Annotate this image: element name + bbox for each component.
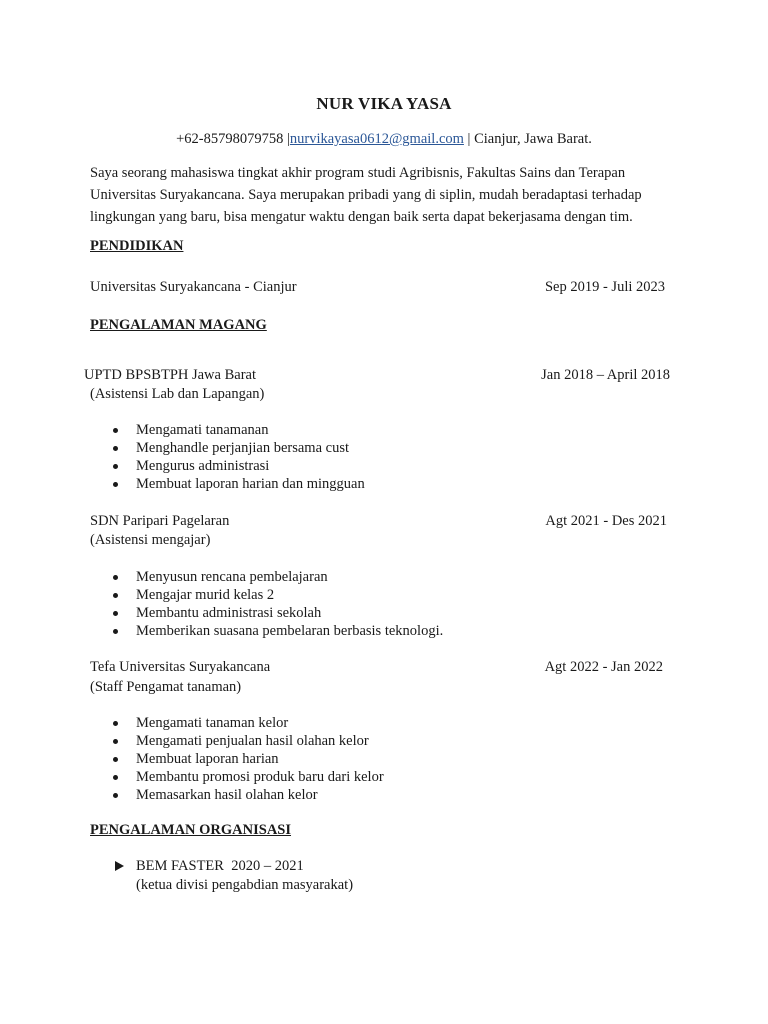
internship-role: (Asistensi mengajar) [90,532,211,548]
organization-heading: PENGALAMAN ORGANISASI [90,822,292,838]
task-list [108,714,384,804]
list-item: Membuat laporan harian dan mingguan [108,475,365,493]
phone-number: +62-85798079758 [176,131,284,147]
email-link[interactable]: nurvikayasa0612@gmail.com [289,131,464,147]
internship-heading: PENGALAMAN MAGANG [90,317,267,333]
list-item: Membantu promosi produk baru dari kelor [108,768,384,786]
education-school: Universitas Suryakancana - Cianjur [90,279,297,295]
list-item: Membuat laporan harian [108,750,384,768]
bullet-icon [113,775,118,780]
organization-entry [115,857,353,895]
bullet-icon [113,446,118,451]
education-row [90,279,668,296]
list-item: Memasarkan hasil olahan kelor [108,786,384,804]
contact-line [0,131,768,148]
task-list [108,568,443,640]
internship-entry-header [90,513,667,530]
internship-role: (Asistensi Lab dan Lapangan) [90,386,265,402]
internship-entry-header [84,367,670,384]
list-item: Mengajar murid kelas 2 [108,586,443,604]
bullet-icon [113,428,118,433]
bullet-icon [113,611,118,616]
arrow-bullet-icon [115,861,124,871]
cv-name: NUR VIKA YASA [316,94,452,113]
education-period: Sep 2019 - Juli 2023 [544,279,665,295]
list-item: Mengurus administrasi [108,457,365,475]
contact-separator: | [467,131,471,147]
internship-period: Jan 2018 – April 2018 [541,367,670,383]
list-item: Mengamati tanaman kelor [108,714,384,732]
internship-period: Agt 2021 - Des 2021 [545,513,667,529]
internship-org: UPTD BPSBTPH Jawa Barat [84,367,256,383]
location: Cianjur, Jawa Barat. [474,131,592,147]
task-list [108,421,365,493]
list-item: Mengamati penjualan hasil olahan kelor [108,732,384,750]
bullet-icon [113,629,118,634]
list-item: Menghandle perjanjian bersama cust [108,439,365,457]
bullet-icon [113,575,118,580]
education-heading: PENDIDIKAN [90,238,184,254]
organization-title: BEM FASTER 2020 – 2021 [136,858,304,874]
profile-summary: Saya seorang mahasiswa tingkat akhir program studi Agribisnis, Fakultas Sains dan Terapan Universitas Suryakancana. Saya merupakan pribadi yang di siplin, mudah beradaptasi terhadap lingkungan yang baru, bisa mengatur waktu dengan baik serta dapat bekerjasama dengan tim. [90,165,642,225]
organization-role: (ketua divisi pengabdian masyarakat) [136,877,354,893]
internship-role: (Staff Pengamat tanaman) [90,679,242,695]
list-item: Menyusun rencana pembelajaran [108,568,443,586]
bullet-icon [113,793,118,798]
internship-org: Tefa Universitas Suryakancana [90,659,271,675]
bullet-icon [113,739,118,744]
internship-entry-header [90,659,663,676]
bullet-icon [113,464,118,469]
bullet-icon [113,721,118,726]
contact-separator: | [286,131,290,147]
bullet-icon [113,757,118,762]
list-item: Memberikan suasana pembelaran berbasis teknologi. [108,622,443,640]
internship-period: Agt 2022 - Jan 2022 [544,659,663,675]
list-item: Membantu administrasi sekolah [108,604,443,622]
bullet-icon [113,482,118,487]
bullet-icon [113,593,118,598]
list-item: Mengamati tanamanan [108,421,365,439]
internship-org: SDN Paripari Pagelaran [90,513,230,529]
